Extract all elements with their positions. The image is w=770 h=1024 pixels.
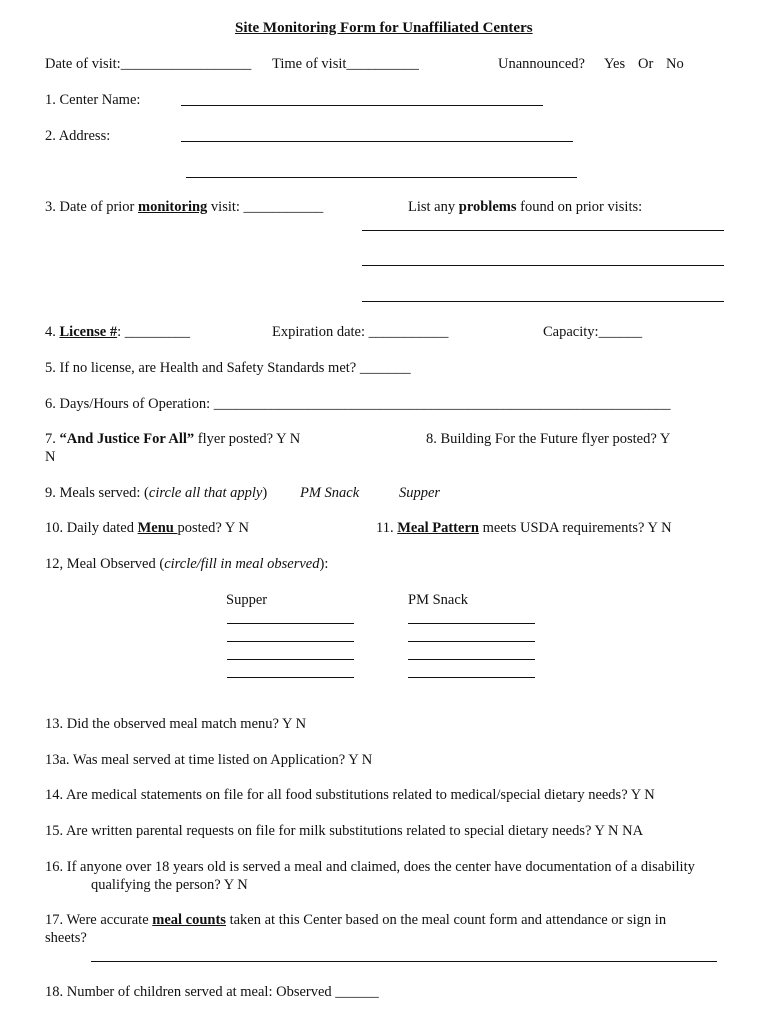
q17-suffix: taken at this Center based on the meal count form and attendance or sign in <box>225 912 667 928</box>
pm-snack-option[interactable]: PM Snack <box>300 485 360 501</box>
health-safety-question[interactable]: 5. If no license, are Health and Safety Standards met? _______ <box>45 360 411 376</box>
q12-prefix: 12, Meal Observed ( <box>45 556 165 572</box>
disability-documentation-question: 16. If anyone over 18 years old is served a meal and claimed, does the center have documentation of a disability <box>45 859 695 875</box>
building-future-flyer-question[interactable]: 8. Building For the Future flyer posted? Y <box>426 431 671 447</box>
meal-pattern-question[interactable] <box>376 519 672 537</box>
days-hours-field[interactable]: 6. Days/Hours of Operation: _______________________________________________________________ <box>45 396 671 412</box>
meal-counts-keyword: meal counts <box>152 912 226 928</box>
pm-snack-item-line[interactable] <box>408 677 535 678</box>
q7-prefix: 7. <box>45 431 60 447</box>
meal-match-menu-question[interactable]: 13. Did the observed meal match menu? Y N <box>45 716 307 732</box>
q9-prefix: 9. Meals served: ( <box>45 485 149 501</box>
q10-suffix: posted? Y N <box>177 520 249 536</box>
menu-posted-question[interactable] <box>45 519 249 537</box>
supper-item-line[interactable] <box>227 677 354 678</box>
q7-suffix: flyer posted? Y N <box>194 431 301 447</box>
prior-visit-suffix: visit: ___________ <box>207 199 324 215</box>
q11-suffix: meets USDA requirements? Y N <box>478 520 672 536</box>
unannounced-no-option[interactable]: No <box>666 56 684 72</box>
supper-option[interactable]: Supper <box>399 485 441 501</box>
q11-prefix: 11. <box>376 520 398 536</box>
meal-pattern-keyword: Meal Pattern <box>397 520 479 536</box>
pm-snack-item-line[interactable] <box>408 641 535 642</box>
medical-statements-question[interactable]: 14. Are medical statements on file for all food substitutions related to medical/special dietary needs? Y N <box>45 787 655 803</box>
meal-counts-answer-line[interactable] <box>91 961 717 962</box>
prior-problems-label <box>408 198 642 216</box>
address-label: 2. Address: <box>45 128 111 144</box>
unannounced-yes-option[interactable]: Yes <box>604 56 626 72</box>
problems-keyword: problems <box>458 199 517 215</box>
center-name-label: 1. Center Name: <box>45 92 141 108</box>
meal-counts-question <box>45 911 666 929</box>
q10-prefix: 10. Daily dated <box>45 520 138 536</box>
pm-snack-item-line[interactable] <box>408 659 535 660</box>
meal-time-question[interactable]: 13a. Was meal served at time listed on Application? Y N <box>45 752 373 768</box>
license-prefix: 4. <box>45 324 60 340</box>
time-of-visit-field[interactable]: Time of visit__________ <box>272 56 419 72</box>
supper-item-line[interactable] <box>227 659 354 660</box>
menu-keyword: Menu <box>137 520 178 536</box>
capacity-field[interactable]: Capacity:______ <box>543 324 643 340</box>
meal-observed-question <box>45 555 328 573</box>
meals-served-question <box>45 484 267 502</box>
q8-wrap-no-option[interactable]: N <box>45 449 56 465</box>
meal-counts-question-wrap: sheets? <box>45 930 87 946</box>
q17-prefix: 17. Were accurate <box>45 912 153 928</box>
address-field-line2[interactable] <box>186 177 577 178</box>
prior-visit-prefix: 3. Date of prior <box>45 199 139 215</box>
q12-instruction: circle/fill in meal observed <box>164 556 320 572</box>
unannounced-or-text: Or <box>638 56 654 72</box>
date-of-visit-field[interactable]: Date of visit:__________________ <box>45 56 252 72</box>
disability-documentation-answer[interactable]: qualifying the person? Y N <box>91 877 248 893</box>
pm-snack-item-line[interactable] <box>408 623 535 624</box>
q9-suffix: ) <box>262 485 268 501</box>
prior-problems-line1[interactable] <box>362 230 724 231</box>
supper-item-line[interactable] <box>227 641 354 642</box>
justice-flyer-question[interactable] <box>45 430 300 448</box>
justice-flyer-keyword: “And Justice For All” <box>59 431 195 447</box>
unannounced-label: Unannounced? <box>498 56 585 72</box>
supper-column-header: Supper <box>226 592 268 608</box>
prior-problems-line2[interactable] <box>362 265 724 266</box>
q12-suffix: ): <box>319 556 329 572</box>
q9-instruction: circle all that apply <box>148 485 263 501</box>
prior-visit-date-field[interactable] <box>45 198 323 216</box>
supper-item-line[interactable] <box>227 623 354 624</box>
address-field-line1[interactable] <box>181 141 573 142</box>
prior-problems-line3[interactable] <box>362 301 724 302</box>
license-keyword: License # <box>59 324 118 340</box>
problems-suffix: found on prior visits: <box>516 199 643 215</box>
center-name-field[interactable] <box>181 105 543 106</box>
milk-substitution-question[interactable]: 15. Are written parental requests on file for milk substitutions related to special dietary needs? Y N NA <box>45 823 644 839</box>
children-served-field[interactable]: 18. Number of children served at meal: Observed ______ <box>45 984 379 1000</box>
expiration-date-field[interactable]: Expiration date: ___________ <box>272 324 449 340</box>
monitoring-keyword: monitoring <box>138 199 208 215</box>
license-number-field[interactable] <box>45 323 190 341</box>
problems-prefix: List any <box>408 199 459 215</box>
pm-snack-column-header: PM Snack <box>408 592 469 608</box>
license-suffix: : _________ <box>117 324 190 340</box>
form-title: Site Monitoring Form for Unaffiliated Centers <box>235 20 533 36</box>
